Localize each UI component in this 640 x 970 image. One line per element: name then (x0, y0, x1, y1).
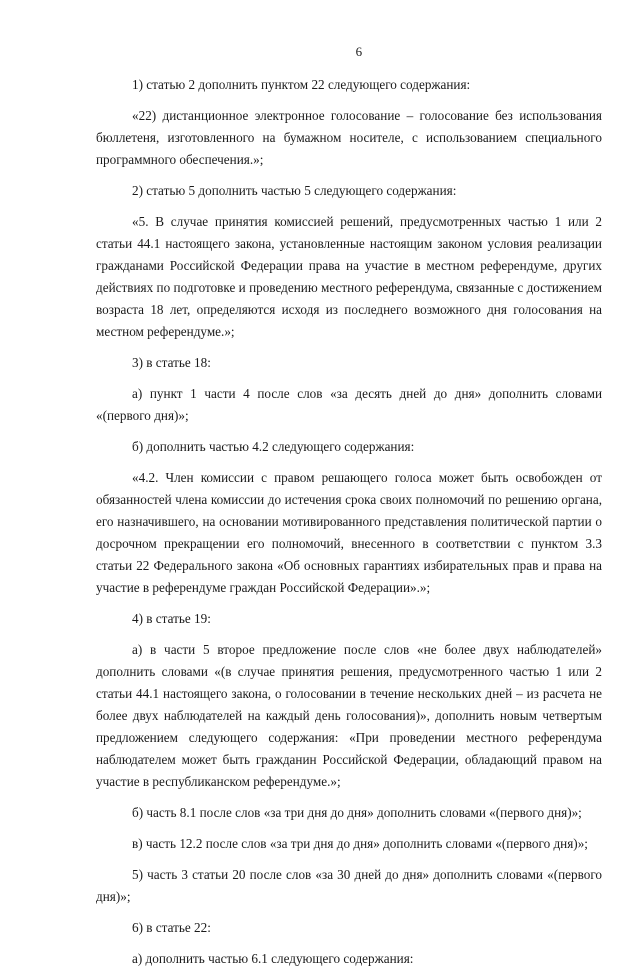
paragraph: 6) в статье 22: (132, 920, 211, 935)
document-body (96, 74, 602, 970)
paragraph: «22) дистанционное электронное голосование – голосование без использования бюллетеня, изготовленного на бумажном носителе, с использованием специального программного обеспечения.»; (96, 108, 602, 167)
paragraph: 4) в статье 19: (132, 611, 211, 626)
paragraph: в) часть 12.2 после слов «за три дня до дня» дополнить словами «(первого дня)»; (132, 836, 588, 851)
paragraph: б) часть 8.1 после слов «за три дня до дня» дополнить словами «(первого дня)»; (132, 805, 582, 820)
paragraph: 5) часть 3 статьи 20 после слов «за 30 дней до дня» дополнить словами «(первого дня)»; (96, 867, 602, 904)
paragraph: а) пункт 1 части 4 после слов «за десять дней до дня» дополнить словами «(первого дня)»; (96, 386, 602, 423)
paragraph: а) в части 5 второе предложение после слов «не более двух наблюдателей» дополнить словами «(в случае принятия решения, предусмотренного частью 1 или 2 статьи 44.1 настоящего закона, о голосовании в течение нескольких дней – из расчета не более двух наблюдателей на каждый день голосования)», дополнить новым четвертым предложением следующего содержания: «При проведении местного референдума наблюдателем может быть гражданин Российской Федерации, обладающий правом на участие в республиканском референдуме.»; (96, 642, 602, 789)
page-number: 6 (355, 44, 363, 59)
paragraph: а) дополнить частью 6.1 следующего содержания: (132, 951, 414, 966)
paragraph: 1) статью 2 дополнить пунктом 22 следующего содержания: (132, 77, 471, 92)
paragraph: 3) в статье 18: (132, 355, 211, 370)
paragraph: б) дополнить частью 4.2 следующего содержания: (132, 439, 415, 454)
paragraph: 2) статью 5 дополнить частью 5 следующего содержания: (132, 183, 457, 198)
paragraph: «4.2. Член комиссии с правом решающего голоса может быть освобожден от обязанностей члена комиссии до истечения срока своих полномочий по решению органа, его назначившего, на основании мотивированного представления политической партии о досрочном прекращении его полномочий, внесенного в соответствии с пунктом 3.3 статьи 22 Федерального закона «Об основных гарантиях избирательных прав и права на участие в референдуме граждан Российской Федерации».»; (96, 470, 602, 595)
paragraph: «5. В случае принятия комиссией решений, предусмотренных частью 1 или 2 статьи 44.1 настоящего закона, установленные настоящим законом условия реализации гражданами Российской Федерации права на участие в местном референдуме, других действиях по подготовке и проведению местного референдума, связанные с достижением возраста 18 лет, определяются исходя из последнего возможного дня голосования на местном референдуме.»; (96, 214, 602, 339)
